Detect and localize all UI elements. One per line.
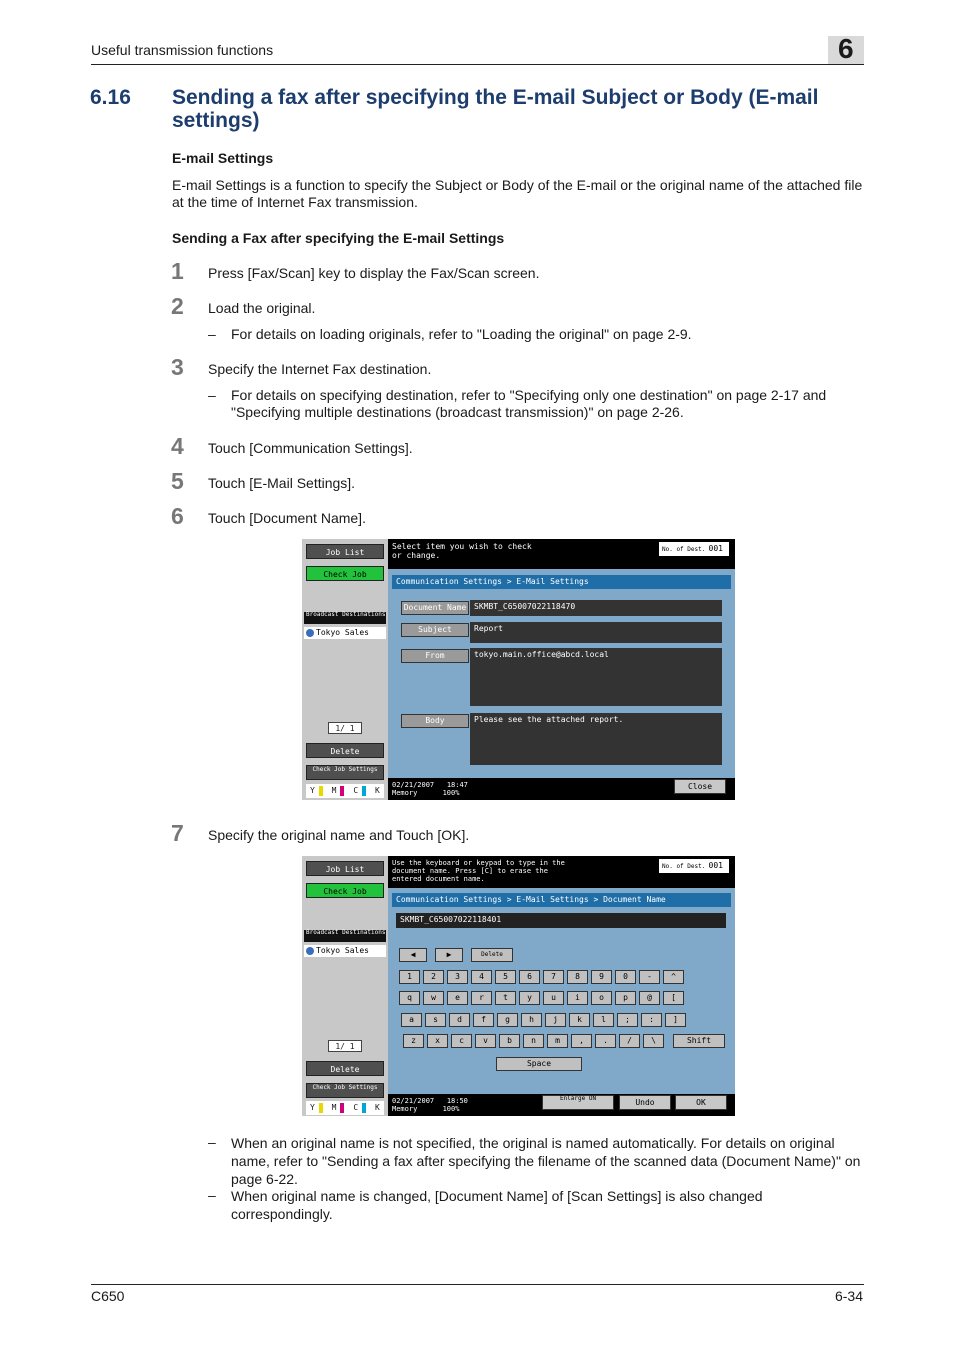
keyboard-key[interactable]: k [569, 1013, 590, 1027]
section-number: 6.16 [90, 86, 131, 109]
check-job-button[interactable]: Check Job [306, 566, 384, 581]
keyboard-key[interactable]: 2 [423, 970, 444, 984]
ok-button[interactable]: OK [675, 1095, 727, 1110]
keyboard-key[interactable]: w [423, 991, 444, 1005]
body-button[interactable]: Body [401, 714, 469, 728]
destination-icon [306, 947, 314, 955]
keyboard-key[interactable]: e [447, 991, 468, 1005]
memory-label: Memory [392, 1105, 418, 1113]
document-name-input[interactable]: SKMBT_C65007022118401 [396, 913, 726, 928]
check-job-settings-button[interactable]: Check Job Settings [306, 1083, 384, 1098]
memory-value: 100% [442, 789, 460, 797]
breadcrumb: Communication Settings > E-Mail Settings [392, 575, 731, 589]
time: 18:50 [446, 1097, 468, 1105]
keyboard-key[interactable]: r [471, 991, 492, 1005]
keyboard-key[interactable]: 3 [447, 970, 468, 984]
note-name-change: When original name is changed, [Document Name] of [Scan Settings] is also changed correspondingly. [231, 1188, 763, 1222]
keyboard-key[interactable]: 7 [543, 970, 564, 984]
step-text: Touch [Communication Settings]. [208, 440, 413, 456]
step-number: 6 [171, 503, 184, 529]
keyboard-key[interactable]: \ [643, 1034, 664, 1048]
keyboard-key[interactable]: [ [663, 991, 684, 1005]
shift-key[interactable]: Shift [673, 1034, 725, 1048]
keyboard-key[interactable]: / [619, 1034, 640, 1048]
step-text: Touch [E-Mail Settings]. [208, 475, 356, 491]
note-step3: For details on specifying destination, refer to "Specifying only one destination" on page 2-17 and "Specifying multiple destinations (broadcast transmission)" on page 2-26. [231, 387, 827, 420]
header-rule [91, 64, 864, 65]
step-text: Specify the Internet Fax destination. [208, 361, 432, 377]
keyboard-key[interactable]: 8 [567, 970, 588, 984]
keyboard-key[interactable]: o [591, 991, 612, 1005]
delete-button[interactable]: Delete [306, 1061, 384, 1076]
keyboard-key[interactable]: t [495, 991, 516, 1005]
from-button[interactable]: From [401, 649, 469, 663]
step-text: Press [Fax/Scan] key to display the Fax/Scan screen. [208, 265, 540, 281]
message-text: Select item you wish to check or change. [392, 542, 532, 560]
subject-button[interactable]: Subject [401, 623, 469, 637]
step-number: 1 [171, 258, 184, 284]
running-header: Useful transmission functions [91, 42, 274, 58]
cursor-left-key[interactable]: ◀ [399, 948, 427, 962]
page-counter: 1/ 1 [328, 1040, 362, 1052]
keyboard-key[interactable]: l [593, 1013, 614, 1027]
footer-page: 6-34 [834, 1288, 863, 1304]
keyboard-key[interactable]: : [641, 1013, 662, 1027]
subheading-procedure: Sending a Fax after specifying the E-mail Settings [172, 230, 505, 246]
keyboard-key[interactable]: 9 [591, 970, 612, 984]
note-auto-name: When an original name is not specified, the original is named automatically. For details on original name, refer to "Sending a fax after specifying the filename of the scanned data (Document Name)" on page 6-22. [231, 1135, 861, 1187]
delete-char-key[interactable]: Delete [471, 948, 513, 962]
dash: – [208, 1134, 216, 1150]
keyboard-key[interactable]: v [475, 1034, 496, 1048]
check-job-settings-button[interactable]: Check Job Settings [306, 765, 384, 780]
footer-model: C650 [91, 1288, 125, 1304]
keyboard-key[interactable]: z [403, 1034, 424, 1048]
message-text: Use the keyboard or keypad to type in the document name. Press [C] to erase the entered document name. [392, 859, 565, 883]
keyboard-key[interactable]: 4 [471, 970, 492, 984]
dash: – [208, 1187, 216, 1203]
keyboard-key[interactable]: i [567, 991, 588, 1005]
keyboard-key[interactable]: ^ [663, 970, 684, 984]
screenshot-email-settings [302, 539, 735, 800]
destination-item[interactable]: Tokyo Sales [304, 945, 386, 957]
message-bar [388, 856, 735, 888]
keyboard-key[interactable]: 1 [399, 970, 420, 984]
close-button[interactable]: Close [674, 779, 726, 794]
step-text: Touch [Document Name]. [208, 510, 366, 526]
keyboard-key[interactable]: j [545, 1013, 566, 1027]
keyboard-key[interactable]: @ [639, 991, 660, 1005]
keyboard-key[interactable]: n [523, 1034, 544, 1048]
keyboard-key[interactable]: h [521, 1013, 542, 1027]
keyboard-key[interactable]: 6 [519, 970, 540, 984]
dash: – [208, 387, 216, 403]
broadcast-label: Broadcast Destinations [304, 930, 386, 942]
keyboard-key[interactable]: - [639, 970, 660, 984]
keyboard-key[interactable]: m [547, 1034, 568, 1048]
keyboard-key[interactable]: b [499, 1034, 520, 1048]
step-number: 2 [171, 293, 184, 319]
keyboard-key[interactable]: 0 [615, 970, 636, 984]
time: 18:47 [446, 781, 468, 789]
check-job-button[interactable]: Check Job [306, 883, 384, 898]
note-step2: For details on loading originals, refer to "Loading the original" on page 2-9. [231, 326, 692, 342]
body-value: Please see the attached report. [470, 713, 722, 765]
step-number: 3 [171, 354, 184, 380]
step-number: 5 [171, 468, 184, 494]
step-number: 4 [171, 433, 184, 459]
chapter-number: 6 [838, 33, 854, 64]
destination-icon [306, 629, 314, 637]
memory-value: 100% [442, 1105, 460, 1113]
document-name-value: SKMBT_C65007022118470 [470, 600, 722, 616]
job-list-button[interactable]: Job List [306, 544, 384, 559]
date: 02/21/2007 [392, 1097, 435, 1105]
cursor-right-key[interactable]: ▶ [435, 948, 463, 962]
section-title: Sending a fax after specifying the E-mail Subject or Body (E-mail settings) [172, 86, 819, 132]
step-number: 7 [171, 820, 184, 846]
step-text: Specify the original name and Touch [OK]. [208, 827, 470, 843]
step-text: Load the original. [208, 300, 316, 316]
keyboard-key[interactable]: y [519, 991, 540, 1005]
keyboard-key[interactable]: q [399, 991, 420, 1005]
undo-button[interactable]: Undo [619, 1095, 671, 1110]
intro-paragraph: E-mail Settings is a function to specify the Subject or Body of the E-mail or the original name of the attached file at the time of Internet Fax transmission. [172, 177, 863, 210]
space-key[interactable]: Space [496, 1057, 582, 1071]
dash: – [208, 326, 216, 342]
left-panel [302, 539, 388, 800]
keyboard-key[interactable]: , [571, 1034, 592, 1048]
keyboard-key[interactable]: s [425, 1013, 446, 1027]
keyboard-key[interactable]: 5 [495, 970, 516, 984]
document-name-button[interactable]: Document Name [401, 601, 469, 615]
keyboard-key[interactable]: a [401, 1013, 422, 1027]
page-counter: 1/ 1 [328, 722, 362, 734]
keyboard-key[interactable]: g [497, 1013, 518, 1027]
from-value: tokyo.main.office@abcd.local [470, 648, 722, 706]
dest-count: No. of Dest. 001 [659, 859, 729, 873]
keyboard-key[interactable]: ; [617, 1013, 638, 1027]
subject-value: Report [470, 622, 722, 643]
toner-levels: Y M C K [306, 784, 384, 798]
memory-label: Memory [392, 789, 418, 797]
date: 02/21/2007 [392, 781, 435, 789]
job-list-button[interactable]: Job List [306, 861, 384, 876]
keyboard-key[interactable]: p [615, 991, 636, 1005]
dest-count: No. of Dest. 001 [659, 542, 729, 556]
keyboard-key[interactable]: d [449, 1013, 470, 1027]
breadcrumb: Communication Settings > E-Mail Settings > Document Name [392, 893, 731, 907]
broadcast-label: Broadcast Destinations [304, 612, 386, 624]
toner-levels: Y M C K [306, 1101, 384, 1115]
subheading-email-settings: E-mail Settings [172, 150, 274, 166]
destination-item[interactable]: Tokyo Sales [304, 627, 386, 639]
delete-button[interactable]: Delete [306, 743, 384, 758]
keyboard-key[interactable]: . [595, 1034, 616, 1048]
footer-rule [91, 1284, 864, 1285]
enlarge-button[interactable]: Enlarge ON [542, 1095, 614, 1110]
keyboard-key[interactable]: f [473, 1013, 494, 1027]
keyboard-key[interactable]: u [543, 991, 564, 1005]
keyboard-key[interactable]: c [451, 1034, 472, 1048]
screenshot-document-name [302, 856, 735, 1116]
message-bar [388, 539, 735, 569]
keyboard-key[interactable]: ] [665, 1013, 686, 1027]
left-panel [302, 856, 388, 1116]
keyboard-key[interactable]: x [427, 1034, 448, 1048]
